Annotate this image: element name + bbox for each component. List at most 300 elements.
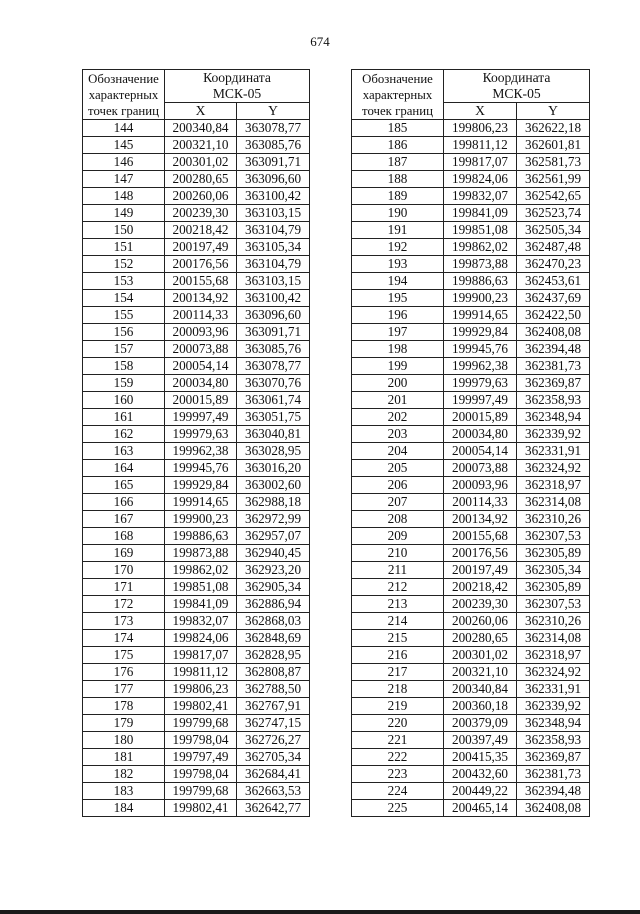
y-coordinate-cell: 363085,76 [237, 341, 310, 358]
point-number-cell: 219 [352, 698, 444, 715]
x-coordinate-cell: 200218,42 [165, 222, 237, 239]
table-row [352, 341, 590, 358]
x-coordinate-cell: 199886,63 [444, 273, 517, 290]
point-number-cell: 161 [83, 409, 165, 426]
x-coordinate-cell: 199841,09 [444, 205, 517, 222]
x-coordinate-cell: 200239,30 [444, 596, 517, 613]
y-coordinate-cell: 362848,69 [237, 630, 310, 647]
point-number-cell: 202 [352, 409, 444, 426]
y-coordinate-cell: 362305,34 [517, 562, 590, 579]
table-row [83, 290, 310, 307]
table-row [352, 256, 590, 273]
point-number-cell: 193 [352, 256, 444, 273]
y-coordinate-cell: 363100,42 [237, 290, 310, 307]
point-number-cell: 180 [83, 732, 165, 749]
x-coordinate-cell: 199900,23 [444, 290, 517, 307]
point-number-cell: 149 [83, 205, 165, 222]
x-coordinate-cell: 199862,02 [444, 239, 517, 256]
point-number-cell: 146 [83, 154, 165, 171]
x-coordinate-cell: 200340,84 [165, 120, 237, 137]
table-row [352, 188, 590, 205]
x-coordinate-cell: 200034,80 [444, 426, 517, 443]
table-row [83, 647, 310, 664]
point-number-cell: 171 [83, 579, 165, 596]
point-number-cell: 197 [352, 324, 444, 341]
point-number-cell: 198 [352, 341, 444, 358]
x-coordinate-cell: 199862,02 [165, 562, 237, 579]
point-number-cell: 156 [83, 324, 165, 341]
y-coordinate-cell: 362318,97 [517, 647, 590, 664]
y-coordinate-cell: 362369,87 [517, 749, 590, 766]
y-header: Y [237, 103, 310, 120]
y-coordinate-cell: 362642,77 [237, 800, 310, 817]
point-number-cell: 175 [83, 647, 165, 664]
point-number-cell: 162 [83, 426, 165, 443]
table-row [352, 596, 590, 613]
y-coordinate-cell: 362408,08 [517, 324, 590, 341]
x-coordinate-cell: 200260,06 [444, 613, 517, 630]
x-coordinate-cell: 199900,23 [165, 511, 237, 528]
y-coordinate-cell: 362470,23 [517, 256, 590, 273]
x-coordinate-cell: 199873,88 [165, 545, 237, 562]
x-coordinate-cell: 200093,96 [444, 477, 517, 494]
table-row [83, 562, 310, 579]
coordinate-line: Координата [482, 70, 551, 85]
point-number-cell: 159 [83, 375, 165, 392]
y-coordinate-cell: 362381,73 [517, 358, 590, 375]
coordinate-header [444, 70, 590, 103]
point-number-cell: 192 [352, 239, 444, 256]
table-row [352, 324, 590, 341]
y-coordinate-cell: 362310,26 [517, 511, 590, 528]
table-row [352, 154, 590, 171]
x-coordinate-cell: 200301,02 [165, 154, 237, 171]
x-coordinate-cell: 200054,14 [165, 358, 237, 375]
x-coordinate-cell: 199979,63 [444, 375, 517, 392]
x-coordinate-cell: 200134,92 [444, 511, 517, 528]
point-number-cell: 221 [352, 732, 444, 749]
y-coordinate-cell: 362747,15 [237, 715, 310, 732]
table-row [83, 358, 310, 375]
table-row [83, 766, 310, 783]
x-coordinate-cell: 199914,65 [165, 494, 237, 511]
y-coordinate-cell: 362684,41 [237, 766, 310, 783]
coordinate-line: МСК-05 [492, 86, 541, 101]
x-coordinate-cell: 200073,88 [444, 460, 517, 477]
point-number-cell: 205 [352, 460, 444, 477]
point-number-cell: 199 [352, 358, 444, 375]
y-coordinate-cell: 362358,93 [517, 732, 590, 749]
x-coordinate-cell: 200054,14 [444, 443, 517, 460]
x-coordinate-cell: 200379,09 [444, 715, 517, 732]
y-coordinate-cell: 362437,69 [517, 290, 590, 307]
point-number-cell: 187 [352, 154, 444, 171]
x-coordinate-cell: 200260,06 [165, 188, 237, 205]
point-number-cell: 167 [83, 511, 165, 528]
x-coordinate-cell: 200073,88 [165, 341, 237, 358]
x-coordinate-cell: 200176,56 [444, 545, 517, 562]
point-number-cell: 157 [83, 341, 165, 358]
x-coordinate-cell: 200176,56 [165, 256, 237, 273]
table-row [83, 596, 310, 613]
y-coordinate-cell: 363016,20 [237, 460, 310, 477]
point-number-cell: 217 [352, 664, 444, 681]
y-coordinate-cell: 362886,94 [237, 596, 310, 613]
y-coordinate-cell: 362663,53 [237, 783, 310, 800]
y-coordinate-cell: 362314,08 [517, 630, 590, 647]
table-row [352, 205, 590, 222]
table-row [83, 460, 310, 477]
x-coordinate-cell: 200432,60 [444, 766, 517, 783]
point-number-cell: 194 [352, 273, 444, 290]
table-row [352, 477, 590, 494]
x-coordinate-cell: 199997,49 [444, 392, 517, 409]
y-coordinate-cell: 362331,91 [517, 681, 590, 698]
table-row [83, 477, 310, 494]
x-coordinate-cell: 199802,41 [165, 698, 237, 715]
y-coordinate-cell: 362339,92 [517, 426, 590, 443]
y-coordinate-cell: 362868,03 [237, 613, 310, 630]
table-row [352, 392, 590, 409]
table-row [83, 307, 310, 324]
point-label-line: точек границ [88, 103, 159, 118]
point-number-cell: 203 [352, 426, 444, 443]
table-row [83, 443, 310, 460]
point-number-cell: 163 [83, 443, 165, 460]
x-header: X [444, 103, 517, 120]
table-row [83, 222, 310, 239]
y-coordinate-cell: 362726,27 [237, 732, 310, 749]
table-row [352, 698, 590, 715]
point-number-cell: 204 [352, 443, 444, 460]
point-label-line: характерных [88, 87, 159, 102]
point-label-line: характерных [362, 87, 433, 102]
x-coordinate-cell: 200155,68 [165, 273, 237, 290]
y-coordinate-cell: 362923,20 [237, 562, 310, 579]
table-row [83, 579, 310, 596]
table-row [352, 307, 590, 324]
y-coordinate-cell: 362307,53 [517, 528, 590, 545]
table-row [83, 409, 310, 426]
x-coordinate-cell: 200015,89 [444, 409, 517, 426]
x-coordinate-cell: 200449,22 [444, 783, 517, 800]
x-coordinate-cell: 199962,38 [444, 358, 517, 375]
point-number-cell: 216 [352, 647, 444, 664]
x-coordinate-cell: 199832,07 [165, 613, 237, 630]
table-row [83, 681, 310, 698]
y-coordinate-cell: 363002,60 [237, 477, 310, 494]
point-number-cell: 174 [83, 630, 165, 647]
table-row [352, 528, 590, 545]
y-coordinate-cell: 362422,50 [517, 307, 590, 324]
y-coordinate-cell: 362381,73 [517, 766, 590, 783]
x-coordinate-cell: 199817,07 [165, 647, 237, 664]
y-coordinate-cell: 362394,48 [517, 783, 590, 800]
table-row [352, 749, 590, 766]
point-number-cell: 155 [83, 307, 165, 324]
table-row [352, 783, 590, 800]
point-label-header [352, 70, 444, 120]
point-number-cell: 186 [352, 137, 444, 154]
point-number-cell: 218 [352, 681, 444, 698]
x-coordinate-cell: 199841,09 [165, 596, 237, 613]
y-coordinate-cell: 362940,45 [237, 545, 310, 562]
point-number-cell: 172 [83, 596, 165, 613]
y-coordinate-cell: 362581,73 [517, 154, 590, 171]
x-coordinate-cell: 200015,89 [165, 392, 237, 409]
x-coordinate-cell: 199997,49 [165, 409, 237, 426]
point-number-cell: 222 [352, 749, 444, 766]
point-number-cell: 189 [352, 188, 444, 205]
point-number-cell: 209 [352, 528, 444, 545]
x-coordinate-cell: 199811,12 [165, 664, 237, 681]
x-coordinate-cell: 199824,06 [444, 171, 517, 188]
point-number-cell: 211 [352, 562, 444, 579]
y-coordinate-cell: 363028,95 [237, 443, 310, 460]
y-coordinate-cell: 362408,08 [517, 800, 590, 817]
x-coordinate-cell: 199914,65 [444, 307, 517, 324]
x-coordinate-cell: 200280,65 [165, 171, 237, 188]
table-row [352, 800, 590, 817]
point-number-cell: 173 [83, 613, 165, 630]
y-coordinate-cell: 362453,61 [517, 273, 590, 290]
x-coordinate-cell: 199799,68 [165, 783, 237, 800]
x-coordinate-cell: 199797,49 [165, 749, 237, 766]
point-number-cell: 214 [352, 613, 444, 630]
x-coordinate-cell: 200239,30 [165, 205, 237, 222]
y-coordinate-cell: 362622,18 [517, 120, 590, 137]
x-coordinate-cell: 199945,76 [165, 460, 237, 477]
point-number-cell: 147 [83, 171, 165, 188]
y-coordinate-cell: 363096,60 [237, 171, 310, 188]
y-coordinate-cell: 362828,95 [237, 647, 310, 664]
point-number-cell: 191 [352, 222, 444, 239]
table-row [83, 256, 310, 273]
point-label-header [83, 70, 165, 120]
table-row [83, 800, 310, 817]
point-number-cell: 207 [352, 494, 444, 511]
point-number-cell: 151 [83, 239, 165, 256]
table-row [352, 545, 590, 562]
y-coordinate-cell: 363070,76 [237, 375, 310, 392]
table-row [352, 120, 590, 137]
x-coordinate-cell: 200280,65 [444, 630, 517, 647]
x-coordinate-cell: 199851,08 [165, 579, 237, 596]
point-number-cell: 190 [352, 205, 444, 222]
y-header: Y [517, 103, 590, 120]
point-number-cell: 210 [352, 545, 444, 562]
y-coordinate-cell: 362305,89 [517, 579, 590, 596]
y-coordinate-cell: 363051,75 [237, 409, 310, 426]
x-coordinate-cell: 200321,10 [165, 137, 237, 154]
table-row [83, 375, 310, 392]
x-coordinate-cell: 200321,10 [444, 664, 517, 681]
point-number-cell: 153 [83, 273, 165, 290]
table-row [83, 205, 310, 222]
y-coordinate-cell: 363104,79 [237, 222, 310, 239]
table-row [83, 783, 310, 800]
x-header: X [165, 103, 237, 120]
x-coordinate-cell: 199824,06 [165, 630, 237, 647]
point-number-cell: 165 [83, 477, 165, 494]
point-number-cell: 185 [352, 120, 444, 137]
x-coordinate-cell: 200340,84 [444, 681, 517, 698]
table-row [352, 494, 590, 511]
point-number-cell: 160 [83, 392, 165, 409]
table-row [352, 273, 590, 290]
table-row [352, 579, 590, 596]
y-coordinate-cell: 362561,99 [517, 171, 590, 188]
point-number-cell: 201 [352, 392, 444, 409]
table-row [352, 715, 590, 732]
x-coordinate-cell: 200415,35 [444, 749, 517, 766]
table-row [352, 222, 590, 239]
x-coordinate-cell: 199945,76 [444, 341, 517, 358]
table-row [352, 375, 590, 392]
table-row [352, 630, 590, 647]
x-coordinate-cell: 199811,12 [444, 137, 517, 154]
table-row [352, 766, 590, 783]
y-coordinate-cell: 362487,48 [517, 239, 590, 256]
point-number-cell: 196 [352, 307, 444, 324]
table-row [83, 494, 310, 511]
table-row [352, 647, 590, 664]
point-number-cell: 178 [83, 698, 165, 715]
point-number-cell: 168 [83, 528, 165, 545]
y-coordinate-cell: 362307,53 [517, 596, 590, 613]
y-coordinate-cell: 362348,94 [517, 715, 590, 732]
table-row [352, 511, 590, 528]
y-coordinate-cell: 363091,71 [237, 154, 310, 171]
table-row [83, 137, 310, 154]
table-row [83, 749, 310, 766]
x-coordinate-cell: 200397,49 [444, 732, 517, 749]
point-number-cell: 150 [83, 222, 165, 239]
x-coordinate-cell: 199806,23 [165, 681, 237, 698]
coordinate-header [165, 70, 310, 103]
y-coordinate-cell: 362305,89 [517, 545, 590, 562]
coordinates-table-left [82, 69, 310, 817]
point-number-cell: 170 [83, 562, 165, 579]
x-coordinate-cell: 200114,33 [444, 494, 517, 511]
point-number-cell: 183 [83, 783, 165, 800]
y-coordinate-cell: 362331,91 [517, 443, 590, 460]
table-row [352, 460, 590, 477]
x-coordinate-cell: 199798,04 [165, 766, 237, 783]
y-coordinate-cell: 363096,60 [237, 307, 310, 324]
x-coordinate-cell: 199806,23 [444, 120, 517, 137]
point-number-cell: 145 [83, 137, 165, 154]
y-coordinate-cell: 363061,74 [237, 392, 310, 409]
y-coordinate-cell: 362310,26 [517, 613, 590, 630]
table-row [83, 545, 310, 562]
x-coordinate-cell: 199832,07 [444, 188, 517, 205]
x-coordinate-cell: 199929,84 [444, 324, 517, 341]
table-row [83, 698, 310, 715]
y-coordinate-cell: 362523,74 [517, 205, 590, 222]
page-number: 674 [310, 34, 330, 49]
point-number-cell: 179 [83, 715, 165, 732]
point-number-cell: 144 [83, 120, 165, 137]
table-row [83, 188, 310, 205]
y-coordinate-cell: 362339,92 [517, 698, 590, 715]
x-coordinate-cell: 199886,63 [165, 528, 237, 545]
table-row [83, 120, 310, 137]
y-coordinate-cell: 363091,71 [237, 324, 310, 341]
y-coordinate-cell: 362314,08 [517, 494, 590, 511]
x-coordinate-cell: 200155,68 [444, 528, 517, 545]
table-row [83, 392, 310, 409]
point-number-cell: 223 [352, 766, 444, 783]
point-number-cell: 164 [83, 460, 165, 477]
x-coordinate-cell: 199962,38 [165, 443, 237, 460]
y-coordinate-cell: 363078,77 [237, 120, 310, 137]
x-coordinate-cell: 200301,02 [444, 647, 517, 664]
point-label-line: Обозначение [362, 71, 433, 86]
point-number-cell: 213 [352, 596, 444, 613]
table-row [352, 137, 590, 154]
table-row [83, 426, 310, 443]
y-coordinate-cell: 362505,34 [517, 222, 590, 239]
point-number-cell: 169 [83, 545, 165, 562]
table-row [352, 358, 590, 375]
x-coordinate-cell: 200093,96 [165, 324, 237, 341]
x-coordinate-cell: 199979,63 [165, 426, 237, 443]
y-coordinate-cell: 362808,87 [237, 664, 310, 681]
table-row [352, 562, 590, 579]
y-coordinate-cell: 363104,79 [237, 256, 310, 273]
y-coordinate-cell: 362324,92 [517, 460, 590, 477]
coordinates-table-right [351, 69, 590, 817]
y-coordinate-cell: 362601,81 [517, 137, 590, 154]
x-coordinate-cell: 199798,04 [165, 732, 237, 749]
point-number-cell: 212 [352, 579, 444, 596]
table-row [352, 426, 590, 443]
y-coordinate-cell: 362394,48 [517, 341, 590, 358]
x-coordinate-cell: 199851,08 [444, 222, 517, 239]
point-number-cell: 215 [352, 630, 444, 647]
x-coordinate-cell: 200114,33 [165, 307, 237, 324]
point-number-cell: 195 [352, 290, 444, 307]
point-label-line: точек границ [362, 103, 433, 118]
coordinate-line: Координата [203, 70, 271, 85]
y-coordinate-cell: 362788,50 [237, 681, 310, 698]
point-number-cell: 220 [352, 715, 444, 732]
x-coordinate-cell: 200197,49 [165, 239, 237, 256]
y-coordinate-cell: 362905,34 [237, 579, 310, 596]
table-row [352, 443, 590, 460]
x-coordinate-cell: 200360,18 [444, 698, 517, 715]
table-row [83, 511, 310, 528]
y-coordinate-cell: 362369,87 [517, 375, 590, 392]
y-coordinate-cell: 363103,15 [237, 273, 310, 290]
table-row [352, 239, 590, 256]
y-coordinate-cell: 362358,93 [517, 392, 590, 409]
x-coordinate-cell: 200197,49 [444, 562, 517, 579]
table-row [83, 715, 310, 732]
x-coordinate-cell: 200218,42 [444, 579, 517, 596]
table-row [352, 290, 590, 307]
y-coordinate-cell: 362767,91 [237, 698, 310, 715]
table-row [352, 409, 590, 426]
y-coordinate-cell: 362324,92 [517, 664, 590, 681]
y-coordinate-cell: 363040,81 [237, 426, 310, 443]
y-coordinate-cell: 363105,34 [237, 239, 310, 256]
x-coordinate-cell: 199929,84 [165, 477, 237, 494]
point-number-cell: 224 [352, 783, 444, 800]
y-coordinate-cell: 363103,15 [237, 205, 310, 222]
table-row [83, 324, 310, 341]
